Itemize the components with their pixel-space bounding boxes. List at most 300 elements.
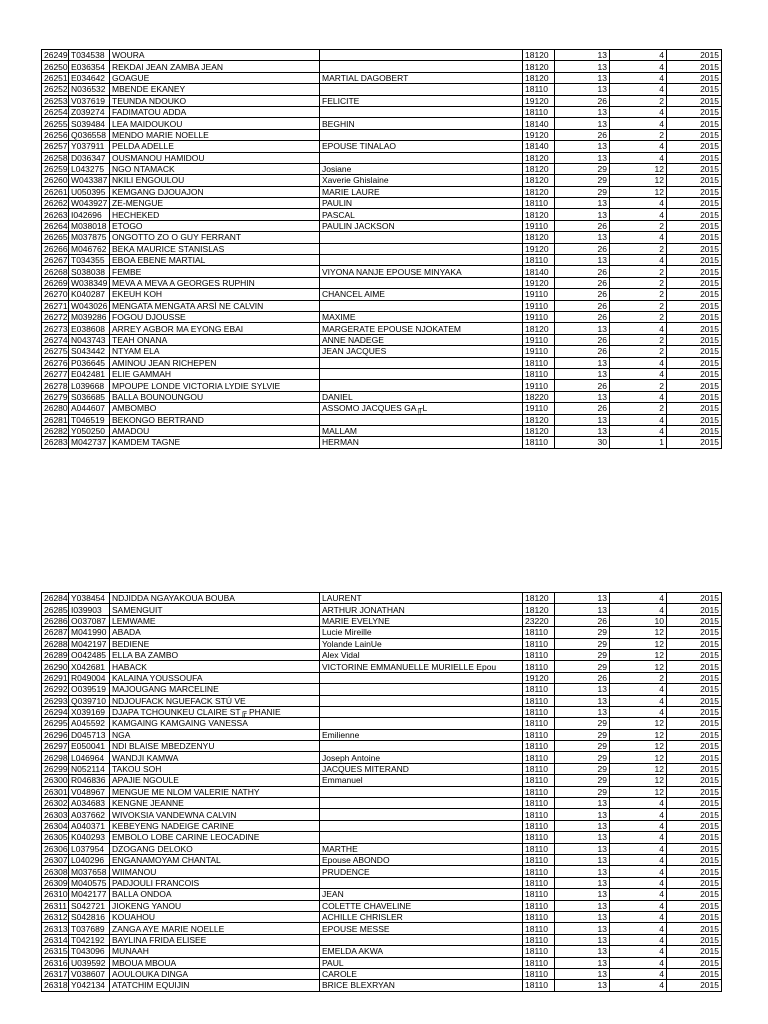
value-2-cell: 4 [610, 255, 667, 266]
value-1-cell: 13 [555, 391, 610, 402]
year-cell: 2015 [667, 95, 722, 106]
code-2-cell: 19120 [523, 243, 555, 254]
first-name-cell: PASCAL [320, 209, 523, 220]
value-1-cell: 13 [555, 980, 610, 991]
table-row [42, 968, 722, 979]
year-cell: 2015 [667, 220, 722, 231]
year-cell: 2015 [667, 866, 722, 877]
code-2-cell: 18120 [523, 232, 555, 243]
first-name-cell: FELICITE [320, 95, 523, 106]
first-name-cell: Alex Vidal [320, 649, 523, 660]
value-2-cell: 12 [610, 175, 667, 186]
value-1-cell: 13 [555, 106, 610, 117]
table-row [42, 900, 722, 911]
code-2-cell: 18110 [523, 437, 555, 448]
code-cell: T046519 [69, 414, 110, 425]
year-cell: 2015 [667, 346, 722, 357]
value-2-cell: 4 [610, 980, 667, 991]
last-name-cell: FEMBE [110, 266, 320, 277]
table-row [42, 220, 722, 231]
code-2-cell: 18110 [523, 357, 555, 368]
code-2-cell: 18110 [523, 255, 555, 266]
value-1-cell: 30 [555, 437, 610, 448]
table-row [42, 277, 722, 288]
last-name-cell: KAMGAING KAMGAING VANESSA [110, 718, 320, 729]
table-row [42, 923, 722, 934]
value-2-cell: 4 [610, 141, 667, 152]
code-2-cell: 19110 [523, 311, 555, 322]
value-2-cell: 4 [610, 832, 667, 843]
value-1-cell: 13 [555, 934, 610, 945]
last-name-cell: WIVOKSIA VANDEWNA CALVIN [110, 809, 320, 820]
value-2-cell: 10 [610, 615, 667, 626]
table-row [42, 311, 722, 322]
code-cell: Q039710 [69, 695, 110, 706]
value-2-cell: 4 [610, 684, 667, 695]
year-cell: 2015 [667, 649, 722, 660]
first-name-cell [320, 106, 523, 117]
first-name-cell: EMELDA AKWA [320, 946, 523, 957]
value-1-cell: 13 [555, 209, 610, 220]
record-number-cell: 26291 [42, 672, 69, 683]
first-name-cell: ANNE NADEGE [320, 334, 523, 345]
year-cell: 2015 [667, 61, 722, 72]
value-1-cell: 26 [555, 615, 610, 626]
record-number-cell: 26279 [42, 391, 69, 402]
first-name-cell [320, 380, 523, 391]
value-2-cell: 4 [610, 425, 667, 436]
value-2-cell: 12 [610, 729, 667, 740]
table-row [42, 50, 722, 61]
record-number-cell: 26317 [42, 968, 69, 979]
value-1-cell: 13 [555, 809, 610, 820]
first-name-cell: VIYONA NANJE EPOUSE MINYAKA [320, 266, 523, 277]
first-name-cell: JEAN [320, 889, 523, 900]
value-2-cell: 4 [610, 593, 667, 604]
code-2-cell: 19110 [523, 220, 555, 231]
year-cell: 2015 [667, 391, 722, 402]
value-2-cell: 4 [610, 877, 667, 888]
code-2-cell: 18110 [523, 866, 555, 877]
code-cell: D045713 [69, 729, 110, 740]
last-name-cell: BEKA MAURICE STANISLAS [110, 243, 320, 254]
value-1-cell: 29 [555, 649, 610, 660]
last-name-cell: BALLA BOUNOUNGOU [110, 391, 320, 402]
record-number-cell: 26276 [42, 357, 69, 368]
record-number-cell: 26281 [42, 414, 69, 425]
value-1-cell: 26 [555, 129, 610, 140]
first-name-cell [320, 84, 523, 95]
last-name-cell: AMINOU JEAN RICHEPEN [110, 357, 320, 368]
record-number-cell: 26269 [42, 277, 69, 288]
first-name-cell [320, 786, 523, 797]
value-2-cell: 12 [610, 741, 667, 752]
code-cell: M038018 [69, 220, 110, 231]
table-row [42, 266, 722, 277]
record-number-cell: 26253 [42, 95, 69, 106]
year-cell: 2015 [667, 186, 722, 197]
code-cell: A045592 [69, 718, 110, 729]
year-cell: 2015 [667, 232, 722, 243]
first-name-cell: PAULIN JACKSON [320, 220, 523, 231]
first-name-cell: Joseph Antoine [320, 752, 523, 763]
value-2-cell: 12 [610, 718, 667, 729]
code-cell: L043275 [69, 163, 110, 174]
value-1-cell: 13 [555, 706, 610, 717]
code-2-cell: 18110 [523, 763, 555, 774]
first-name-cell [320, 129, 523, 140]
last-name-cell: MAJOUGANG MARCELINE [110, 684, 320, 695]
value-2-cell: 4 [610, 323, 667, 334]
record-number-cell: 26284 [42, 593, 69, 604]
value-2-cell: 4 [610, 84, 667, 95]
code-cell: K040293 [69, 832, 110, 843]
last-name-cell: ABADA [110, 627, 320, 638]
table-row [42, 425, 722, 436]
code-2-cell: 18110 [523, 684, 555, 695]
table-row [42, 84, 722, 95]
first-name-cell: JEAN JACQUES [320, 346, 523, 357]
value-1-cell: 29 [555, 741, 610, 752]
table-row [42, 152, 722, 163]
record-number-cell: 26256 [42, 129, 69, 140]
code-cell: A037662 [69, 809, 110, 820]
year-cell: 2015 [667, 604, 722, 615]
code-cell: T037689 [69, 923, 110, 934]
table-row [42, 243, 722, 254]
first-name-cell [320, 368, 523, 379]
code-2-cell: 18140 [523, 266, 555, 277]
code-cell: R049004 [69, 672, 110, 683]
first-name-cell: CAROLE [320, 968, 523, 979]
last-name-cell: TAKOU SOH [110, 763, 320, 774]
value-2-cell: 4 [610, 118, 667, 129]
value-1-cell: 13 [555, 72, 610, 83]
last-name-cell: FOGOU DJOUSSE [110, 311, 320, 322]
first-name-cell: Lucie Mireille [320, 627, 523, 638]
last-name-cell: EKEUH KOH [110, 289, 320, 300]
value-2-cell: 4 [610, 414, 667, 425]
value-2-cell: 4 [610, 198, 667, 209]
table-row [42, 627, 722, 638]
first-name-cell: MARIE LAURE [320, 186, 523, 197]
code-2-cell: 18140 [523, 141, 555, 152]
last-name-cell: ELIE GAMMAH [110, 368, 320, 379]
value-2-cell: 12 [610, 763, 667, 774]
first-name-cell: MAXIME [320, 311, 523, 322]
code-2-cell: 18120 [523, 72, 555, 83]
last-name-cell: NDI BLAISE MBEDZENYU [110, 741, 320, 752]
code-cell: A040371 [69, 820, 110, 831]
first-name-cell [320, 255, 523, 266]
value-1-cell: 26 [555, 672, 610, 683]
first-name-cell: PRUDENCE [320, 866, 523, 877]
record-number-cell: 26250 [42, 61, 69, 72]
value-1-cell: 13 [555, 84, 610, 95]
value-1-cell: 13 [555, 118, 610, 129]
code-cell: Y050250 [69, 425, 110, 436]
table-row [42, 255, 722, 266]
table-row [42, 334, 722, 345]
last-name-cell: WIIMANOU [110, 866, 320, 877]
code-2-cell: 18120 [523, 323, 555, 334]
code-2-cell: 18110 [523, 900, 555, 911]
value-2-cell: 4 [610, 854, 667, 865]
last-name-cell: MENGATA MENGATA ARSÌ NE CALVIN [110, 300, 320, 311]
record-number-cell: 26280 [42, 403, 69, 414]
value-1-cell: 13 [555, 968, 610, 979]
code-2-cell: 18110 [523, 649, 555, 660]
table-row [42, 854, 722, 865]
value-1-cell: 13 [555, 957, 610, 968]
year-cell: 2015 [667, 380, 722, 391]
value-1-cell: 13 [555, 425, 610, 436]
value-1-cell: 26 [555, 311, 610, 322]
value-1-cell: 29 [555, 775, 610, 786]
value-2-cell: 4 [610, 809, 667, 820]
last-name-cell: EBOA EBENE MARTIAL [110, 255, 320, 266]
code-2-cell: 19110 [523, 334, 555, 345]
first-name-cell: MALLAM [320, 425, 523, 436]
last-name-cell: KEMGANG DJOUAJON [110, 186, 320, 197]
last-name-cell: BALLA ONDOA [110, 889, 320, 900]
code-2-cell: 18110 [523, 809, 555, 820]
table-row [42, 186, 722, 197]
record-number-cell: 26275 [42, 346, 69, 357]
value-2-cell: 2 [610, 95, 667, 106]
value-2-cell: 12 [610, 163, 667, 174]
first-name-cell: EPOUSE MESSE [320, 923, 523, 934]
first-name-cell: LAURENT [320, 593, 523, 604]
code-2-cell: 19110 [523, 346, 555, 357]
value-1-cell: 26 [555, 243, 610, 254]
last-name-cell: DJAPA TCHOUNKEU CLAIRE ST╔ PHANIE [110, 706, 320, 717]
code-cell: L046964 [69, 752, 110, 763]
value-1-cell: 26 [555, 289, 610, 300]
record-number-cell: 26297 [42, 741, 69, 752]
last-name-cell: REKDAI JEAN ZAMBA JEAN [110, 61, 320, 72]
code-cell: I039903 [69, 604, 110, 615]
code-cell: A034683 [69, 798, 110, 809]
record-number-cell: 26292 [42, 684, 69, 695]
table-row [42, 346, 722, 357]
code-2-cell: 18110 [523, 84, 555, 95]
value-2-cell: 4 [610, 209, 667, 220]
year-cell: 2015 [667, 980, 722, 991]
record-number-cell: 26308 [42, 866, 69, 877]
record-number-cell: 26271 [42, 300, 69, 311]
table-row [42, 129, 722, 140]
table-row [42, 934, 722, 945]
record-number-cell: 26304 [42, 820, 69, 831]
record-number-cell: 26300 [42, 775, 69, 786]
first-name-cell: JACQUES MITERAND [320, 763, 523, 774]
code-2-cell: 18110 [523, 911, 555, 922]
record-number-cell: 26255 [42, 118, 69, 129]
code-cell: W043387 [69, 175, 110, 186]
code-cell: V038607 [69, 968, 110, 979]
first-name-cell: MARTIAL DAGOBERT [320, 72, 523, 83]
code-cell: N036532 [69, 84, 110, 95]
code-2-cell: 18110 [523, 718, 555, 729]
value-1-cell: 29 [555, 661, 610, 672]
year-cell: 2015 [667, 741, 722, 752]
first-name-cell: MARTHE [320, 843, 523, 854]
year-cell: 2015 [667, 946, 722, 957]
table-row [42, 684, 722, 695]
code-cell: O039519 [69, 684, 110, 695]
value-1-cell: 13 [555, 889, 610, 900]
code-2-cell: 18110 [523, 775, 555, 786]
value-1-cell: 29 [555, 175, 610, 186]
value-2-cell: 4 [610, 706, 667, 717]
value-1-cell: 26 [555, 95, 610, 106]
value-1-cell: 13 [555, 593, 610, 604]
last-name-cell: WOURA [110, 50, 320, 61]
code-cell: W043026 [69, 300, 110, 311]
value-1-cell: 13 [555, 255, 610, 266]
code-2-cell: 18110 [523, 706, 555, 717]
code-2-cell: 18110 [523, 968, 555, 979]
year-cell: 2015 [667, 323, 722, 334]
last-name-cell: NDJOUFACK NGUEFACK STÚ VE [110, 695, 320, 706]
year-cell: 2015 [667, 911, 722, 922]
code-2-cell: 18120 [523, 425, 555, 436]
last-name-cell: TEUNDA NDOUKO [110, 95, 320, 106]
record-number-cell: 26260 [42, 175, 69, 186]
first-name-cell: MARGERATE EPOUSE NJOKATEM [320, 323, 523, 334]
first-name-cell [320, 300, 523, 311]
value-2-cell: 4 [610, 968, 667, 979]
year-cell: 2015 [667, 672, 722, 683]
value-2-cell: 2 [610, 243, 667, 254]
last-name-cell: NTYAM ELA [110, 346, 320, 357]
code-cell: M040575 [69, 877, 110, 888]
last-name-cell: EMBOLO LOBE CARINE LEOCADINE [110, 832, 320, 843]
value-2-cell: 12 [610, 661, 667, 672]
record-number-cell: 26316 [42, 957, 69, 968]
first-name-cell: EPOUSE TINALAO [320, 141, 523, 152]
record-number-cell: 26266 [42, 243, 69, 254]
year-cell: 2015 [667, 163, 722, 174]
value-2-cell: 2 [610, 380, 667, 391]
value-2-cell: 2 [610, 277, 667, 288]
table-row [42, 889, 722, 900]
value-1-cell: 29 [555, 752, 610, 763]
first-name-cell [320, 706, 523, 717]
record-number-cell: 26273 [42, 323, 69, 334]
record-number-cell: 26249 [42, 50, 69, 61]
code-cell: M039286 [69, 311, 110, 322]
year-cell: 2015 [667, 243, 722, 254]
code-cell: I042696 [69, 209, 110, 220]
code-cell: S039484 [69, 118, 110, 129]
record-number-cell: 26261 [42, 186, 69, 197]
code-2-cell: 18110 [523, 198, 555, 209]
table-row [42, 414, 722, 425]
code-2-cell: 18110 [523, 820, 555, 831]
record-number-cell: 26290 [42, 661, 69, 672]
year-cell: 2015 [667, 718, 722, 729]
last-name-cell: KEBEYENG NADEIGE CARINE [110, 820, 320, 831]
code-2-cell: 18110 [523, 934, 555, 945]
last-name-cell: JIOKENG YANOU [110, 900, 320, 911]
value-2-cell: 12 [610, 786, 667, 797]
value-1-cell: 13 [555, 141, 610, 152]
code-2-cell: 18120 [523, 604, 555, 615]
first-name-cell: Epouse ABONDO [320, 854, 523, 865]
last-name-cell: DZOGANG DELOKO [110, 843, 320, 854]
record-number-cell: 26296 [42, 729, 69, 740]
year-cell: 2015 [667, 798, 722, 809]
value-2-cell: 12 [610, 638, 667, 649]
table-row [42, 141, 722, 152]
value-2-cell: 2 [610, 403, 667, 414]
table-row [42, 380, 722, 391]
record-number-cell: 26265 [42, 232, 69, 243]
code-2-cell: 19120 [523, 95, 555, 106]
code-cell: T042192 [69, 934, 110, 945]
record-number-cell: 26264 [42, 220, 69, 231]
year-cell: 2015 [667, 763, 722, 774]
code-cell: S042721 [69, 900, 110, 911]
first-name-cell: PAUL [320, 957, 523, 968]
roster-table-2-body [42, 593, 722, 992]
year-cell: 2015 [667, 593, 722, 604]
code-cell: K040287 [69, 289, 110, 300]
last-name-cell: KENGNE JEANNE [110, 798, 320, 809]
first-name-cell [320, 684, 523, 695]
table-row [42, 729, 722, 740]
year-cell: 2015 [667, 50, 722, 61]
first-name-cell [320, 695, 523, 706]
year-cell: 2015 [667, 357, 722, 368]
code-cell: N052114 [69, 763, 110, 774]
value-1-cell: 13 [555, 604, 610, 615]
value-2-cell: 4 [610, 946, 667, 957]
first-name-cell: HERMAN [320, 437, 523, 448]
value-1-cell: 13 [555, 323, 610, 334]
code-2-cell: 18110 [523, 877, 555, 888]
year-cell: 2015 [667, 923, 722, 934]
value-2-cell: 4 [610, 957, 667, 968]
roster-table-2 [41, 592, 722, 992]
value-1-cell: 13 [555, 152, 610, 163]
table-row [42, 289, 722, 300]
record-number-cell: 26286 [42, 615, 69, 626]
value-1-cell: 13 [555, 61, 610, 72]
value-1-cell: 13 [555, 198, 610, 209]
record-number-cell: 26268 [42, 266, 69, 277]
record-number-cell: 26294 [42, 706, 69, 717]
table-row [42, 752, 722, 763]
last-name-cell: WANDJI KAMWA [110, 752, 320, 763]
code-cell: S036685 [69, 391, 110, 402]
table-row [42, 437, 722, 448]
value-2-cell: 4 [610, 911, 667, 922]
table-row [42, 706, 722, 717]
value-2-cell: 4 [610, 232, 667, 243]
table-row [42, 672, 722, 683]
code-2-cell: 19110 [523, 380, 555, 391]
code-2-cell: 18110 [523, 957, 555, 968]
table-row [42, 604, 722, 615]
value-2-cell: 12 [610, 649, 667, 660]
value-1-cell: 13 [555, 368, 610, 379]
code-2-cell: 19110 [523, 403, 555, 414]
table-row [42, 615, 722, 626]
year-cell: 2015 [667, 209, 722, 220]
